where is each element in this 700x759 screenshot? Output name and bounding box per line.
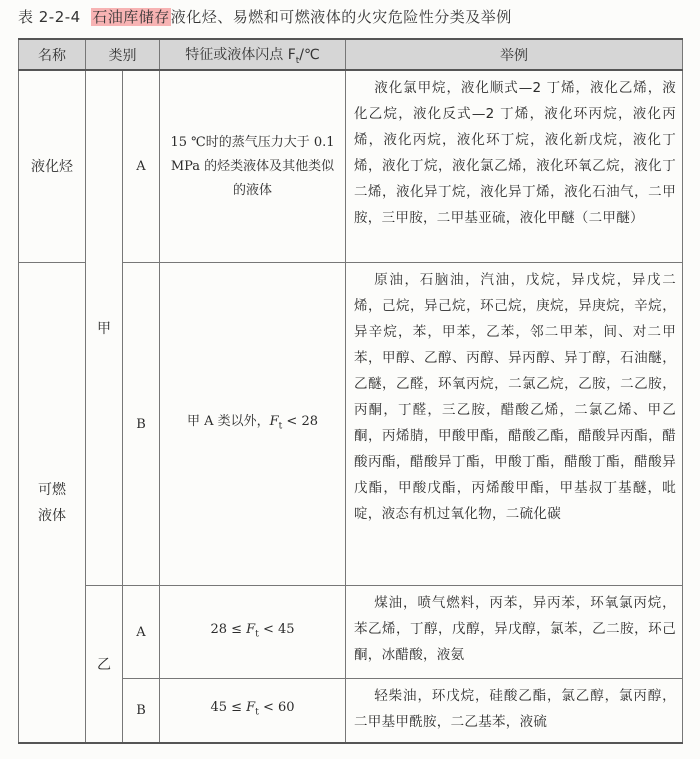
caption-number: 表 2-2-4 [18, 8, 81, 26]
example-cell: 煤油，喷气燃料，丙苯，异丙苯，环氧氯丙烷，苯乙烯，丁醇，戊醇，异戊醇，氯苯，乙二胺，环己酮，冰醋酸，液氨 [346, 586, 683, 679]
header-example: 举例 [346, 39, 683, 70]
caption-highlight: 石油库储存 [92, 8, 170, 26]
subclass-cell: B [123, 679, 160, 744]
row-name: 液化烃 [19, 70, 86, 263]
class-yi: 乙 [86, 586, 123, 744]
class-jia: 甲 [86, 70, 123, 586]
subclass-cell: B [123, 263, 160, 586]
feature-cell: 甲 A 类以外，$F_t < 28$ [160, 263, 346, 586]
feature-cell: $28 \le F_t < 45$ [160, 586, 346, 679]
header-category: 类别 [86, 39, 160, 70]
feature-cell: $45 \le F_t < 60$ [160, 679, 346, 744]
feature-cell: 15 ℃时的蒸气压力大于 0.1 MPa 的烃类液体及其他类似的液体 [160, 70, 346, 263]
caption-text: 液化烃、易燃和可燃液体的火灾危险性分类及举例 [170, 8, 512, 26]
row-name: 可燃 液体 [19, 263, 86, 744]
table-header-row [19, 39, 683, 70]
table-row [19, 70, 683, 263]
example-cell: 液化氯甲烷，液化顺式—2 丁烯，液化乙烯，液化乙烷，液化反式—2 丁烯，液化环丙烷，液化丙烯，液化丙烷，液化环丁烷，液化新戊烷，液化丁烯，液化丁烷，液化氯乙烯，液化环氧乙烷，液化丁二烯，液化异丁烷，液化异丁烯，液化石油气，二甲胺，三甲胺，二甲基亚硫，液化甲醚（二甲醚） [346, 70, 683, 263]
example-cell: 轻柴油，环戊烷，硅酸乙酯，氯乙醇，氯丙醇，二甲基甲酰胺，二乙基苯，液硫 [346, 679, 683, 744]
table-caption [18, 6, 512, 27]
subclass-cell: A [123, 70, 160, 263]
hazard-classification-table [18, 38, 683, 744]
header-name: 名称 [19, 39, 86, 70]
header-feature: 特征或液体闪点 $F_t/℃$ [160, 39, 346, 70]
subclass-cell: A [123, 586, 160, 679]
example-cell: 原油，石脑油，汽油，戊烷，异戊烷，异戊二烯，己烷，异己烷，环己烷，庚烷，异庚烷，辛烷，异辛烷，苯，甲苯，乙苯，邻二甲苯，间、对二甲苯，甲醇、乙醇、丙醇、异丙醇、异丁醇，石油醚，乙醚，乙醛，环氧丙烷，二氯乙烷，乙胺，二乙胺，丙酮，丁醛，三乙胺，醋酸乙烯，二氯乙烯、甲乙酮，丙烯腈，甲酸甲酯，醋酸乙酯，醋酸异丙酯，醋酸丙酯，醋酸异丁酯，甲酸丁酯，醋酸丁酯，醋酸异戊酯，甲酸戊酯，丙烯酸甲酯，甲基叔丁基醚，吡啶，液态有机过氧化物，二硫化碳 [346, 263, 683, 586]
table-row [19, 586, 683, 679]
